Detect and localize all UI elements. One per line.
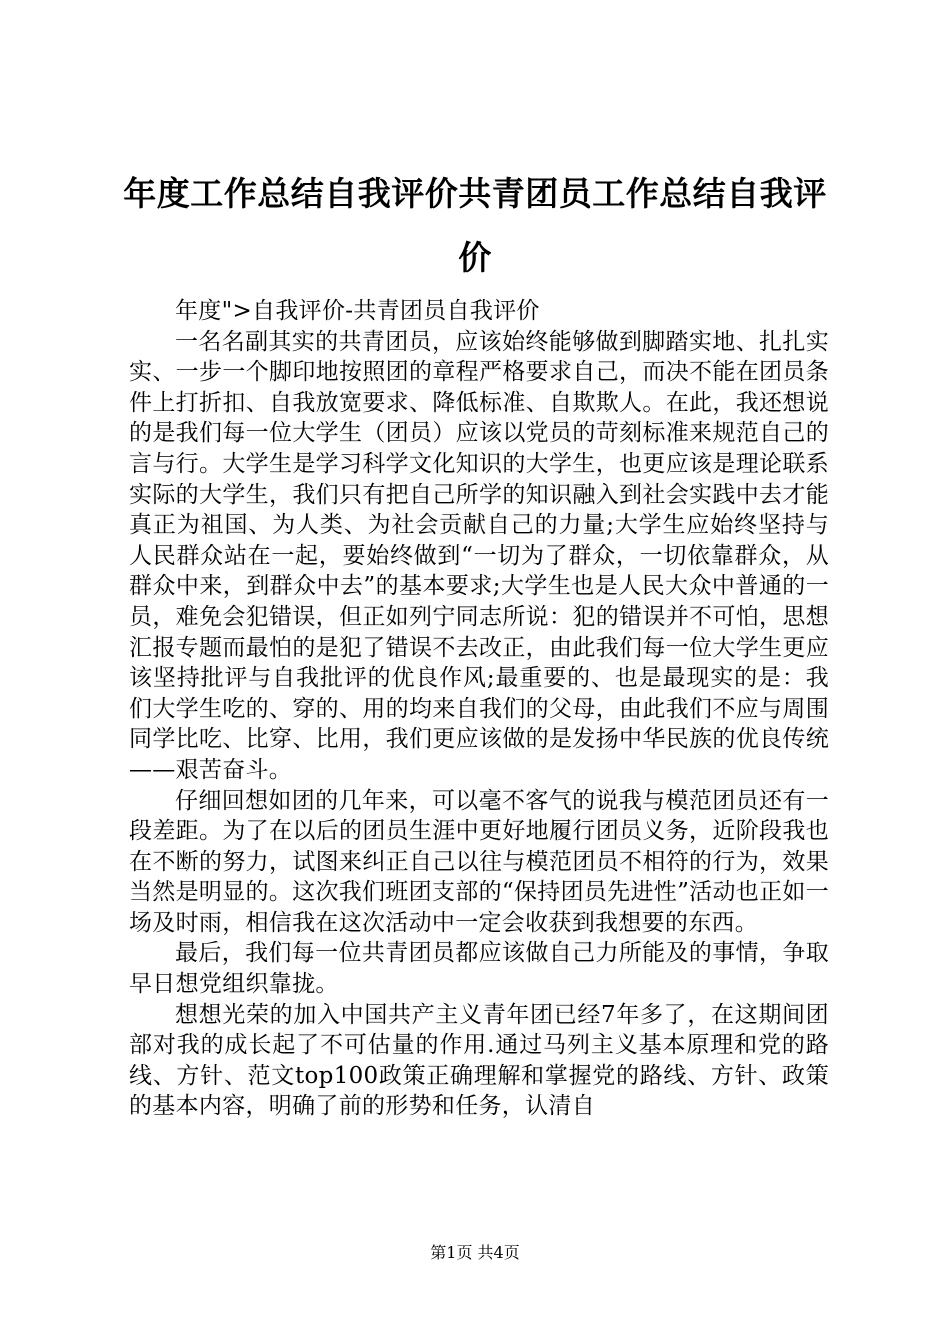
page-number-label: 第1页 共4页 bbox=[430, 1243, 520, 1262]
document-title: 年度工作总结自我评价共青团员工作总结自我评价 bbox=[123, 174, 827, 277]
paragraph: 想想光荣的加入中国共产主义青年团已经7年多了，在这期间团部对我的成长起了不可估量的作用.通过马列主义基本原理和党的路线、方针、范文top100政策正确理解和掌握党的路线、方针、政策的基本内容，明确了前的形势和任务，认清自 bbox=[129, 1001, 829, 1120]
document-body bbox=[129, 296, 829, 1122]
paragraph: 仔细回想如团的几年来，可以毫不客气的说我与模范团员还有一段差距。为了在以后的团员生涯中更好地履行团员义务，近阶段我也在不断的努力，试图来纠正自己以往与模范团员不相符的行为，效果当然是明显的。这次我们班团支部的“保持团员先进性”活动也正如一场及时雨，相信我在这次活动中一定会收获到我想要的东西。 bbox=[129, 787, 829, 936]
paragraph: 最后，我们每一位共青团员都应该做自己力所能及的事情，争取早日想党组织靠拢。 bbox=[129, 940, 829, 998]
page-footer bbox=[0, 1242, 950, 1264]
paragraph: 年度">自我评价-共青团员自我评价 bbox=[175, 298, 540, 324]
paragraph: 一名名副其实的共青团员，应该始终能够做到脚踏实地、扎扎实实、一步一个脚印地按照团的章程严格要求自己，而决不能在团员条件上打折扣、自我放宽要求、降低标准、自欺欺人。在此，我还想说的是我们每一位大学生（团员）应该以党员的苛刻标准来规范自己的言与行。大学生是学习科学文化知识的大学生，也更应该是理论联系实际的大学生，我们只有把自己所学的知识融入到社会实践中去才能真正为祖国、为人类、为社会贡献自己的力量;大学生应始终坚持与人民群众站在一起，要始终做到“一切为了群众，一切依靠群众，从群众中来，到群众中去”的基本要求;大学生也是人民大众中普通的一员，难免会犯错误，但正如列宁同志所说：犯的错误并不可怕，思想汇报专题而最怕的是犯了错误不去改正，由此我们每一位大学生更应该坚持批评与自我批评的优良作风;最重要的、也是最现实的是：我们大学生吃的、穿的、用的均来自我们的父母，由此我们不应与周围同学比吃、比穿、比用，我们更应该做的是发扬中华民族的优良传统——艰苦奋斗。 bbox=[129, 328, 829, 783]
